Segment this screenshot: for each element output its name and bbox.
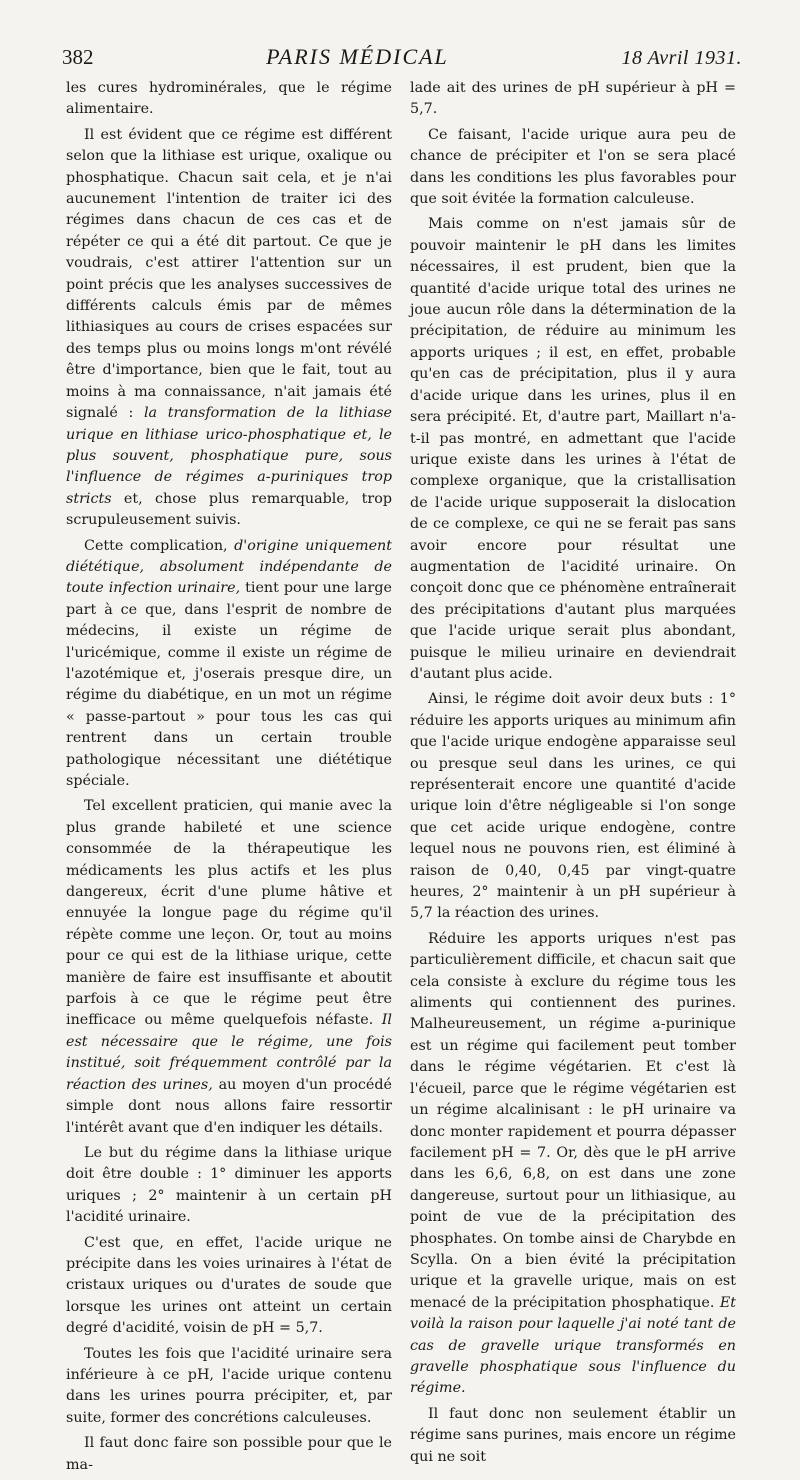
issue-date: 18 Avril 1931. bbox=[621, 47, 742, 69]
paragraph: Mais comme on n'est jamais sûr de pouvoir maintenir le pH dans les limites nécessaires, il est prudent, bien que la quantité d'acide urique total des urines ne joue aucun rôle dans la détermination de la précipitation, de réduire au minimum les apports uriques ; il est, en effet, probable qu'en cas de précipitation, plus il y aura d'acide urique dans les urines, plus il en sera précipité. Et, d'autre part, Maillart n'a-t-il pas montré, en admettant que l'acide urique existe dans les urines à l'état de complexe organique, que la cristallisation de l'acide urique supposerait la dislocation de ce complexe, ce qui ne se ferait pas sans avoir encore pour résultat une augmentation de l'acidité urinaire. On conçoit donc que ce phénomène entraînerait des précipitations d'autant plus marquées que l'acide urique serait plus abondant, puisque le milieu urinaire en deviendrait d'autant plus acide. bbox=[410, 216, 736, 682]
paragraph: Ainsi, le régime doit avoir deux buts : 1° réduire les apports uriques au minimum afin que l'acide urique endogène apparaisse seul ou presque seul dans les urines, ce qui représenterait encore une quantité d'acide urique loin d'être négligeable si l'on songe que cet acide urique endogène, contre lequel nous ne pouvons rien, est éliminé à raison de 0,40, 0,45 par vingt-quatre heures, 2° maintenir à un pH supérieur à 5,7 la réaction des urines. bbox=[410, 691, 736, 922]
paragraph: Le but du régime dans la lithiase urique doit être double : 1° diminuer les apports uriques ; 2° maintenir à un certain pH l'acidité urinaire. bbox=[66, 1144, 392, 1226]
paragraph: Cette complication, d'origine uniquement diététique, absolument indépendante de toute infection urinaire, tient pour une large part à ce que, dans l'esprit de nombre de médecins, il existe un régime de l'uricémique, comme il existe un régime de l'azotémique et, j'oserais presque dire, un régime du diabétique, en un mot un régime « passe-partout » pour tous les cas qui rentrent dans un certain trouble pathologique nécessitant une diététique spéciale. bbox=[66, 537, 392, 789]
page-number: 382 bbox=[62, 45, 94, 69]
paragraph: Il faut donc faire son possible pour que le ma- bbox=[66, 1435, 392, 1473]
paragraph: Toutes les fois que l'acidité urinaire sera inférieure à ce pH, l'acide urique contenu dans les urines pourra précipiter, et, par suite, former des concrétions calculeuses. bbox=[66, 1345, 392, 1426]
left-column bbox=[66, 78, 392, 1480]
page-header bbox=[62, 44, 742, 76]
paragraph: Réduire les apports uriques n'est pas particulièrement difficile, et chacun sait que cela consiste à exclure du régime tous les aliments qui contiennent des purines. Malheureusement, un régime a-purinique est un régime qui facilement peut tomber dans le régime végétarien. Et c'est là l'écueil, parce que le régime végétarien est un régime alcalinisant : le pH urinaire va donc monter rapidement et pourra dépasser facilement pH = 7. Or, dès que le pH arrive dans les 6,6, 6,8, on est dans une zone dangereuse, surtout pour un lithiasique, au point de vue de la précipitation des phosphates. On tombe ainsi de Charybde en Scylla. On a bien évité la précipitation urique et la gravelle urique, mais on est menacé de la précipitation phosphatique. Et voilà la raison pour laquelle j'ai noté tant de cas de gravelle urique transformés en gravelle phosphatique sous l'influence du régime. bbox=[410, 930, 736, 1397]
right-column bbox=[410, 78, 736, 1472]
paragraph: Tel excellent praticien, qui manie avec la plus grande habileté et une science consommée de la thérapeutique les médicaments les plus actifs et les plus dangereux, écrit d'une plume hâtive et ennuyée la longue page du régime qu'il répète comme une leçon. Or, tout au moins pour ce qui est de la lithiase urique, cette manière de faire est insuffisante et aboutit parfois à ce que le régime peut être inefficace ou même quelquefois néfaste. Il est nécessaire que le régime, une fois institué, soit fréquemment contrôlé par la réaction des urines, au moyen d'un procédé simple dont nous allons faire ressortir l'intérêt avant que d'en indiquer les détails. bbox=[66, 798, 392, 1136]
journal-title: PARIS MÉDICAL bbox=[266, 44, 449, 69]
paragraph: C'est que, en effet, l'acide urique ne précipite dans les voies urinaires à l'état de cristaux uriques ou d'urates de soude que lorsque les urines ont atteint un certain degré d'acidité, voisin de pH = 5,7. bbox=[66, 1234, 392, 1337]
paragraph: lade ait des urines de pH supérieur à pH = 5,7. bbox=[410, 80, 736, 118]
paragraph: les cures hydrominérales, que le régime alimentaire. bbox=[66, 80, 392, 118]
paragraph: Ce faisant, l'acide urique aura peu de chance de précipiter et l'on se sera placé dans les conditions les plus favorables pour que soit évitée la formation calculeuse. bbox=[410, 126, 736, 208]
paragraph: Il est évident que ce régime est différent selon que la lithiase est urique, oxalique ou phosphatique. Chacun sait cela, et je n'ai aucunement l'intention de traiter ici des régimes dans chacun de ces cas et de répéter ce qui a été dit partout. Ce que je voudrais, c'est attirer l'attention sur un point précis que les analyses successives de différents calculs émis par de mêmes lithiasiques au cours de crises espacées sur des temps plus ou moins longs m'ont révélé être d'importance, bien que le fait, tout au moins à ma connaissance, n'ait jamais été signalé : la transformation de la lithiase urique en lithiase urico-phosphatique et, le plus souvent, phosphatique pure, sous l'influence de régimes a-puriniques trop stricts et, chose plus remarquable, trop scrupuleusement suivis. bbox=[66, 126, 392, 529]
paragraph: Il faut donc non seulement établir un régime sans purines, mais encore un régime qui ne soit bbox=[410, 1405, 736, 1465]
